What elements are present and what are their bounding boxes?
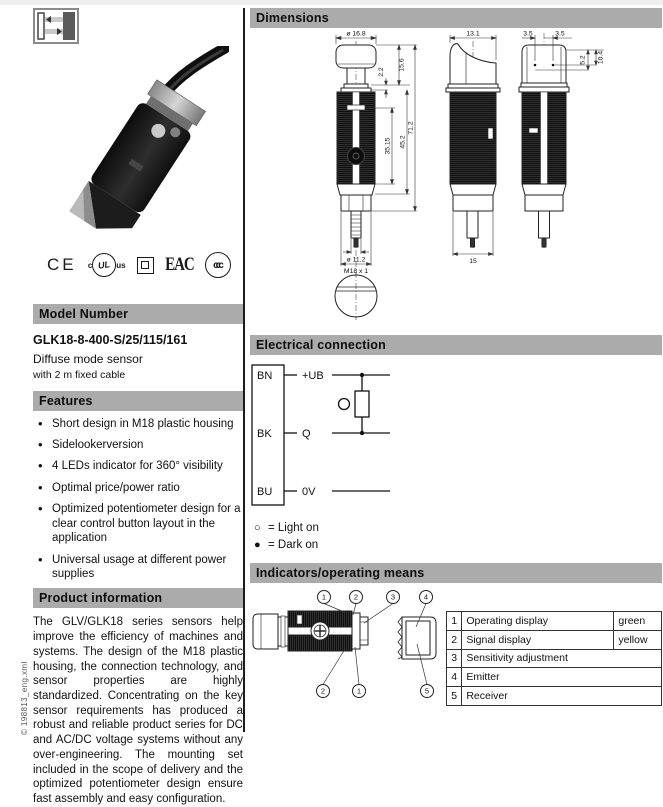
ul-circle-label: UL bbox=[91, 251, 118, 278]
dark-on-label: = Dark on bbox=[268, 538, 319, 551]
electrical-connection-header: Electrical connection bbox=[250, 335, 662, 355]
scan-edge-strip bbox=[0, 0, 663, 5]
ccc-mark-icon: ccc bbox=[205, 252, 231, 278]
ce-mark-icon: CE bbox=[47, 255, 77, 274]
dim-label: 5.2 bbox=[579, 55, 587, 65]
callout-5: 5 bbox=[424, 686, 430, 696]
sensor-pictogram-logo bbox=[33, 8, 79, 44]
wire-color-label: BU bbox=[257, 486, 273, 498]
ul-c-label: c bbox=[87, 260, 93, 270]
feature-item: • Sidelookerversion bbox=[33, 438, 243, 453]
features-header: Features bbox=[33, 391, 243, 411]
callout-4: 4 bbox=[423, 592, 429, 602]
wire-color-label: BN bbox=[257, 370, 273, 382]
dim-label: M18 x 1 bbox=[343, 268, 369, 275]
model-number-value: GLK18-8-400-S/25/115/161 bbox=[33, 333, 188, 347]
row-label: Receiver bbox=[462, 687, 662, 706]
dim-label: ø 11.2 bbox=[346, 256, 366, 264]
dim-label: 35.15 bbox=[384, 137, 392, 155]
product-photo bbox=[47, 46, 229, 238]
dim-label: 3.5 bbox=[523, 30, 533, 38]
wire-signal-label: Q bbox=[302, 428, 311, 440]
light-on-symbol: ○ bbox=[254, 521, 261, 534]
row-number: 5 bbox=[447, 687, 462, 706]
callout-2b: 2 bbox=[320, 686, 326, 696]
feature-item: • Universal usage at different power supplies bbox=[33, 553, 243, 582]
wiring-diagram bbox=[250, 363, 662, 518]
legend-dark-on bbox=[254, 537, 662, 552]
row-label: Operating display bbox=[462, 612, 614, 631]
column-divider bbox=[243, 8, 245, 732]
dim-label: 71.2 bbox=[407, 121, 415, 135]
dim-label: ø 16.8 bbox=[346, 30, 366, 38]
cul-us-mark-icon bbox=[88, 253, 126, 277]
light-on-label: = Light on bbox=[268, 521, 319, 534]
feature-item: • Short design in M18 plastic housing bbox=[33, 417, 243, 432]
indicators-header: Indicators/operating means bbox=[250, 563, 662, 583]
ul-us-label: us bbox=[116, 260, 126, 270]
right-column bbox=[250, 8, 662, 706]
dim-label: 15.6 bbox=[398, 58, 406, 72]
eac-mark-icon: EAC bbox=[165, 254, 194, 275]
table-row bbox=[447, 630, 662, 649]
callout-1: 1 bbox=[321, 592, 327, 602]
wire-signal-label: 0V bbox=[302, 486, 316, 498]
dim-label: 13.1 bbox=[466, 30, 480, 38]
indicators-table bbox=[446, 611, 662, 706]
table-row bbox=[447, 687, 662, 706]
row-value: yellow bbox=[614, 630, 662, 649]
dim-label: 45.2 bbox=[399, 135, 407, 149]
wire-color-label: BK bbox=[257, 428, 272, 440]
dim-label: 10.4 bbox=[597, 50, 605, 65]
row-number: 1 bbox=[447, 612, 462, 631]
callout-2: 2 bbox=[353, 592, 359, 602]
callout-3: 3 bbox=[390, 592, 396, 602]
certification-row bbox=[33, 252, 243, 278]
dim-label: 2.2 bbox=[378, 67, 385, 77]
dimensions-header: Dimensions bbox=[250, 8, 662, 28]
features-list bbox=[33, 417, 243, 582]
row-number: 2 bbox=[447, 630, 462, 649]
feature-item: • Optimized potentiometer design for a clear control button layout in the application bbox=[33, 502, 243, 546]
model-sub-description: with 2 m fixed cable bbox=[33, 369, 126, 381]
row-number: 3 bbox=[447, 649, 462, 668]
document-id-sidenote: © 198813_eng.xml bbox=[20, 661, 29, 735]
row-number: 4 bbox=[447, 668, 462, 687]
dim-label: 15 bbox=[469, 258, 477, 265]
model-number-header: Model Number bbox=[33, 304, 243, 324]
product-information-header: Product information bbox=[33, 588, 243, 608]
row-label: Sensitivity adjustment bbox=[462, 649, 662, 668]
product-information-text: The GLV/GLK18 series sensors help improve the efficiency of machines and systems. The design of the M18 plastic housing, the connection technology, and sensor properties are highly standardized. Concentrating on the key sensor requirements has produced a robust and reliable product series for DC and AC/DC voltage systems without any over-engineering. The mounting set included in the scope of delivery and the optimized potentiometer design ensure fast assembly and easy configuration. bbox=[33, 616, 243, 805]
callout-1b: 1 bbox=[356, 686, 362, 696]
row-label: Emitter bbox=[462, 668, 662, 687]
feature-item: • Optimal price/power ratio bbox=[33, 481, 243, 496]
row-value: green bbox=[614, 612, 662, 631]
double-insulation-icon bbox=[137, 257, 154, 274]
row-label: Signal display bbox=[462, 630, 614, 649]
feature-item: • 4 LEDs indicator for 360° visibility bbox=[33, 459, 243, 474]
dimensions-drawing bbox=[250, 28, 662, 331]
table-row bbox=[447, 612, 662, 631]
table-row bbox=[447, 668, 662, 687]
indicators-drawing bbox=[250, 589, 442, 706]
dark-on-symbol: ● bbox=[254, 538, 261, 551]
wire-signal-label: +UB bbox=[302, 370, 324, 382]
model-description: Diffuse mode sensor bbox=[33, 352, 143, 366]
table-row bbox=[447, 649, 662, 668]
dim-label: 3.5 bbox=[555, 30, 565, 38]
left-column bbox=[33, 8, 243, 807]
legend-light-on bbox=[254, 520, 662, 535]
